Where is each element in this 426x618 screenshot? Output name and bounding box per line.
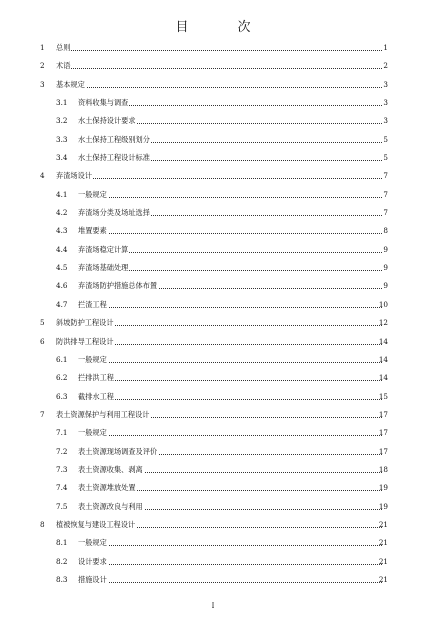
toc-entry-page: 7 (383, 208, 388, 218)
toc-entry-title: 水土保持工程级别划分 (78, 131, 151, 149)
toc-entry-page: 21 (378, 538, 388, 548)
toc-entry-number: 7.5 (56, 501, 68, 511)
toc-section-entry[interactable] (0, 498, 426, 516)
toc-entry-title: 弃渣场防护措施总体布置 (78, 277, 158, 295)
toc-entry-number: 7 (40, 409, 45, 419)
toc-entry-page: 21 (378, 519, 388, 529)
toc-entry-number: 6.2 (56, 373, 68, 383)
toc-entry-title: 基本规定 (56, 76, 86, 94)
toc-entry-number: 4.6 (56, 281, 68, 291)
toc-entry-title: 一般规定 (78, 534, 108, 552)
toc-entry-title: 拦排洪工程 (78, 369, 115, 387)
toc-entry-title: 防洪排导工程设计 (56, 333, 115, 351)
toc-section-entry[interactable] (0, 553, 426, 571)
toc-entry-page: 9 (383, 263, 388, 273)
toc-section-entry[interactable] (0, 131, 426, 149)
toc-entry-page: 3 (383, 116, 388, 126)
toc-entry-page: 17 (378, 428, 388, 438)
toc-chapter-entry[interactable] (0, 516, 426, 534)
dot-leader (78, 362, 382, 363)
toc-entry-page: 9 (383, 244, 388, 254)
toc-section-entry[interactable] (0, 479, 426, 497)
toc-entry-number: 8 (40, 519, 45, 529)
table-of-contents (0, 39, 426, 589)
toc-entry-number: 4.4 (56, 244, 68, 254)
dot-leader (56, 68, 382, 69)
toc-entry-number: 4.2 (56, 208, 68, 218)
toc-entry-page: 21 (378, 574, 388, 584)
toc-section-entry[interactable] (0, 94, 426, 112)
toc-entry-page: 14 (378, 336, 388, 346)
dot-leader (56, 178, 382, 179)
toc-chapter-entry[interactable] (0, 333, 426, 351)
toc-entry-page: 1 (383, 43, 388, 52)
toc-entry-title: 表土资源收集、剥离 (78, 461, 144, 479)
toc-entry-number: 3.2 (56, 116, 68, 126)
toc-entry-number: 4.5 (56, 263, 68, 273)
toc-entry-title: 弃渣场分类及场址选择 (78, 204, 151, 222)
toc-entry-page: 5 (383, 134, 388, 144)
toc-entry-number: 8.2 (56, 556, 68, 566)
toc-entry-title: 水土保持工程设计标准 (78, 149, 151, 167)
toc-entry-page: 3 (383, 79, 388, 89)
toc-section-entry[interactable] (0, 424, 426, 442)
toc-section-entry[interactable] (0, 461, 426, 479)
toc-entry-page: 21 (378, 556, 388, 566)
toc-entry-title: 表土资源改良与利用 (78, 498, 144, 516)
toc-chapter-entry[interactable] (0, 39, 426, 57)
toc-entry-page: 3 (383, 98, 388, 108)
toc-entry-page: 14 (378, 373, 388, 383)
toc-section-entry[interactable] (0, 296, 426, 314)
toc-entry-page: 8 (383, 226, 388, 236)
toc-section-entry[interactable] (0, 186, 426, 204)
page-number: I (211, 602, 215, 610)
dot-leader (78, 233, 382, 234)
dot-leader (56, 87, 382, 88)
toc-entry-page: 5 (383, 153, 388, 163)
toc-entry-title: 总则 (56, 39, 71, 57)
toc-entry-page: 15 (378, 391, 388, 401)
toc-section-entry[interactable] (0, 534, 426, 552)
toc-section-entry[interactable] (0, 259, 426, 277)
toc-entry-number: 6.3 (56, 391, 68, 401)
toc-entry-title: 设计要求 (78, 553, 108, 571)
toc-entry-title: 一般规定 (78, 351, 108, 369)
dot-leader (78, 197, 382, 198)
toc-entry-number: 4 (40, 171, 45, 181)
toc-entry-title: 堆置要素 (78, 222, 108, 240)
toc-entry-title: 拦渣工程 (78, 296, 108, 314)
toc-entry-number: 7.3 (56, 464, 68, 474)
toc-section-entry[interactable] (0, 277, 426, 295)
dot-leader (78, 435, 382, 436)
toc-section-entry[interactable] (0, 222, 426, 240)
toc-section-entry[interactable] (0, 204, 426, 222)
toc-entry-title: 表土资源保护与利用工程设计 (56, 406, 150, 424)
toc-entry-page: 19 (378, 501, 388, 511)
toc-entry-page: 10 (378, 299, 388, 309)
toc-chapter-entry[interactable] (0, 167, 426, 185)
toc-section-entry[interactable] (0, 241, 426, 259)
toc-entry-page: 17 (378, 446, 388, 456)
toc-entry-title: 措施设计 (78, 571, 108, 589)
toc-entry-title: 弃渣场设计 (56, 167, 93, 185)
toc-entry-title: 资料收集与调查 (78, 94, 129, 112)
toc-entry-number: 5 (40, 318, 45, 328)
toc-entry-page: 12 (378, 318, 388, 328)
toc-entry-page: 7 (383, 189, 388, 199)
toc-chapter-entry[interactable] (0, 76, 426, 94)
toc-entry-number: 3 (40, 79, 45, 89)
toc-entry-number: 7.2 (56, 446, 68, 456)
toc-entry-number: 4.3 (56, 226, 68, 236)
toc-chapter-entry[interactable] (0, 406, 426, 424)
toc-entry-title: 一般规定 (78, 424, 108, 442)
toc-entry-title: 术语 (56, 57, 71, 75)
toc-entry-number: 1 (40, 43, 45, 52)
dot-leader (78, 564, 382, 565)
toc-entry-number: 3.1 (56, 98, 68, 108)
dot-leader (78, 307, 382, 308)
toc-section-entry[interactable] (0, 443, 426, 461)
toc-entry-title: 植被恢复与建设工程设计 (56, 516, 136, 534)
toc-section-entry[interactable] (0, 112, 426, 130)
toc-entry-number: 3.3 (56, 134, 68, 144)
toc-entry-number: 6 (40, 336, 45, 346)
toc-chapter-entry[interactable] (0, 57, 426, 75)
toc-chapter-entry[interactable] (0, 314, 426, 332)
toc-entry-page: 9 (383, 281, 388, 291)
toc-entry-number: 4.1 (56, 189, 68, 199)
toc-entry-page: 18 (378, 464, 388, 474)
toc-entry-number: 7.4 (56, 483, 68, 493)
toc-entry-number: 8.1 (56, 538, 68, 548)
toc-entry-title: 截排水工程 (78, 388, 115, 406)
dot-leader (78, 545, 382, 546)
toc-entry-number: 4.7 (56, 299, 68, 309)
toc-entry-title: 弃渣场稳定计算 (78, 241, 129, 259)
toc-entry-number: 7.1 (56, 428, 68, 438)
page-title: 目 次 (175, 20, 269, 35)
toc-entry-number: 2 (40, 61, 45, 71)
toc-entry-number: 3.4 (56, 153, 68, 163)
toc-section-entry[interactable] (0, 571, 426, 589)
toc-entry-number: 8.3 (56, 574, 68, 584)
dot-leader (78, 380, 382, 381)
toc-entry-title: 弃渣场基础处理 (78, 259, 129, 277)
toc-entry-title: 表土资源堆放处置 (78, 479, 137, 497)
toc-entry-title: 水土保持设计要求 (78, 112, 137, 130)
toc-entry-page: 19 (378, 483, 388, 493)
toc-entry-title: 一般规定 (78, 186, 108, 204)
toc-entry-page: 7 (383, 171, 388, 181)
toc-entry-number: 6.1 (56, 354, 68, 364)
toc-section-entry[interactable] (0, 369, 426, 387)
toc-entry-page: 17 (378, 409, 388, 419)
toc-section-entry[interactable] (0, 149, 426, 167)
toc-section-entry[interactable] (0, 351, 426, 369)
toc-entry-title: 斜坡防护工程设计 (56, 314, 115, 332)
toc-section-entry[interactable] (0, 388, 426, 406)
dot-leader (78, 582, 382, 583)
toc-entry-title: 表土资源现场调查及评价 (78, 443, 158, 461)
dot-leader (78, 399, 382, 400)
toc-entry-page: 14 (378, 354, 388, 364)
dot-leader (56, 50, 382, 51)
toc-entry-page: 2 (383, 61, 388, 71)
